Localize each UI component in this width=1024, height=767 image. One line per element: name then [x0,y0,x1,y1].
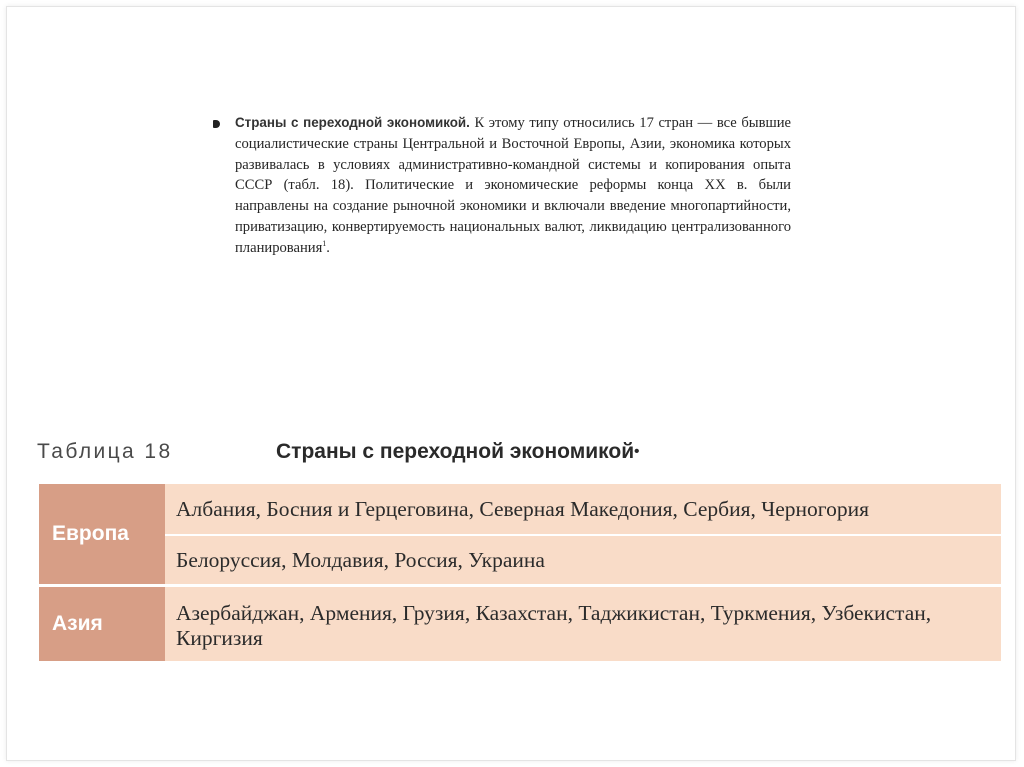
countries-cell: Албания, Босния и Герцеговина, Северная Македония, Сербия, Черногория [165,484,1001,535]
countries-table [39,484,1001,661]
paragraph-block [213,113,791,259]
footnote-mark: 1 [322,238,327,248]
table-title [276,440,639,464]
table-label: Таблица 18 [37,440,173,463]
table-caption [37,440,997,470]
bullet-icon [213,120,220,128]
table-title-text: Страны с переходной экономикой [276,440,635,463]
countries-cell: Белоруссия, Молдавия, Россия, Украина [165,535,1001,586]
region-cell-asia: Азия [39,586,165,662]
paragraph-body: К этому типу относились 17 стран — все бывшие социалистические страны Центральной и Восточной Европы, Азии, экономика которых развивалась в условиях административно-командной системы и копирования опыта СССР (табл. 18). Политические и экономические реформы конца XX в. были направлены на создание рыночной экономики и включали введение многопартийности, приватизацию, конвертируемость национальных валют, ликвидацию централизованного планирования [235,115,791,256]
paragraph-lead: Страны с переходной экономикой. [235,115,470,130]
table-row [39,535,1001,586]
table-title-mark: • [634,443,640,460]
paragraph-text [235,113,791,259]
table-row [39,586,1001,662]
table-row [39,484,1001,535]
countries-cell: Азербайджан, Армения, Грузия, Казахстан, Таджикистан, Туркмения, Узбекистан, Киргизия [165,586,1001,662]
region-cell-europe: Европа [39,484,165,586]
paragraph-end: . [326,239,330,256]
